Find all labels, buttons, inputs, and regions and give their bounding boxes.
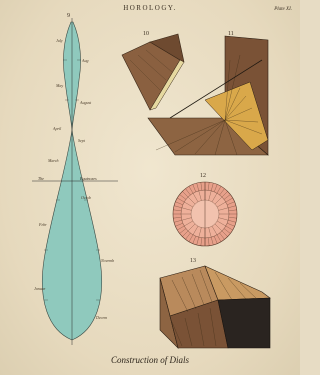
fig9-number: 9 [67,13,70,19]
analemma-figure [32,18,118,345]
fig11-number: 11 [228,31,234,37]
month-label: April [53,126,62,131]
month-label: Aug [82,58,89,63]
month-label: Febr [39,222,47,227]
month-label: August [80,100,92,105]
month-label: Decem [96,315,108,320]
plate-header: HOROLOGY. [123,4,177,12]
month-label: Januar [34,286,46,291]
fig12-dial [173,182,237,246]
fig13-number: 13 [190,258,196,264]
month-label: Octob [81,195,91,200]
equinox-label-right: Equinoxes [80,176,97,181]
month-label: May [56,83,64,88]
month-label: Novemb [101,258,115,263]
fig13-dial [160,266,270,348]
equinox-label-left: The [38,176,44,181]
fig10-dial [122,34,184,110]
fig10-number: 10 [143,31,149,37]
month-label: Sept [78,138,85,143]
month-label: March [48,158,59,163]
fig12-number: 12 [200,173,206,179]
month-label: July [56,38,63,43]
plate-caption: Construction of Dials [110,355,189,365]
plate-number: Plate XI. [274,7,292,12]
